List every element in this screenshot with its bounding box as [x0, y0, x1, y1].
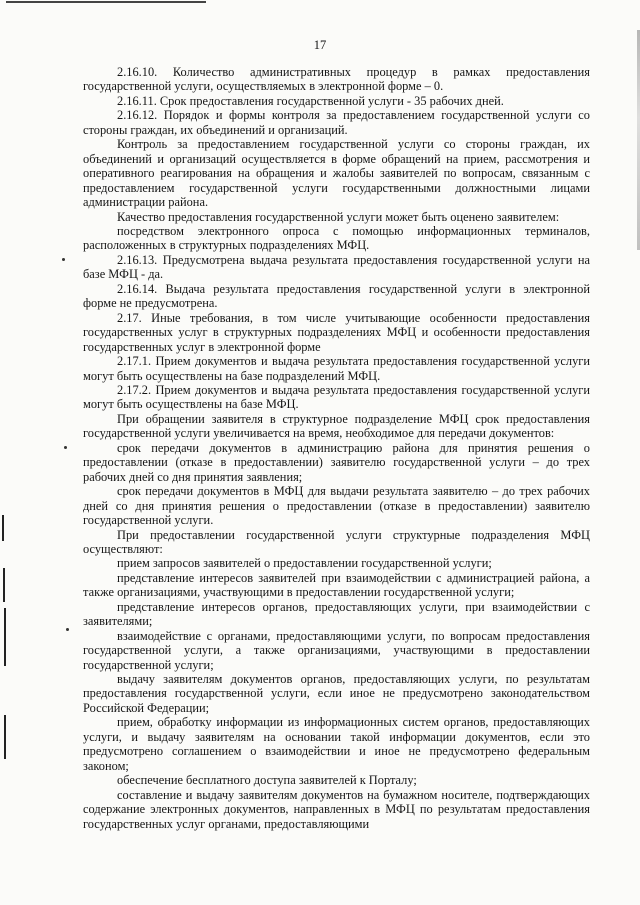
scan-speck: [62, 258, 65, 261]
document-body: [83, 65, 590, 831]
paragraph: 2.16.13. Предусмотрена выдача результата предоставления государственной услуги на базе МФЦ - да.: [83, 252, 590, 282]
paragraph: взаимодействие с органами, предоставляющими услуги, по вопросам предоставления государственной услуги, а также организациями, участвующими в предоставлении государственной услуги;: [83, 628, 590, 672]
paragraph: При предоставлении государственной услуги структурные подразделения МФЦ осуществляют:: [83, 527, 590, 556]
paragraph: При обращении заявителя в структурное подразделение МФЦ срок предоставления государственной услуги увеличивается на время, необходимое для передачи документов:: [83, 411, 590, 441]
paragraph: представление интересов органов, предоставляющих услуги, при взаимодействии с заявителями;: [83, 599, 590, 629]
scan-mark: [2, 515, 4, 541]
paragraph: прием запросов заявителей о предоставлении государственной услуги;: [117, 556, 492, 571]
paragraph: обеспечение бесплатного доступа заявителей к Порталу;: [117, 773, 417, 788]
paragraph: 2.16.10. Количество административных процедур в рамках предоставления государственной услуги, осуществляемых в электронной форме – 0.: [83, 65, 590, 94]
scan-speck: [64, 446, 67, 449]
paragraph: срок передачи документов в администрацию района для принятия решения о предоставлении (отказе в предоставлении) заявителю государственной услуги – до трех рабочих дней со дня принятия заявления;: [83, 440, 590, 484]
scan-speck: [66, 628, 69, 631]
paragraph: Контроль за предоставлением государственной услуги со стороны граждан, их объединений и организаций осуществляется в форме обращений на прием, рассмотрения и оперативного реагирования на обращения и жалобы заявителей по вопросам, связанным с предоставлением государственной услуги государственными должностными лицами администрации района.: [83, 137, 590, 210]
paragraph: представление интересов заявителей при взаимодействии с администрацией района, а также организациями, участвующими в предоставлении государственной услуги;: [83, 570, 590, 600]
paragraph: посредством электронного опроса с помощью информационных терминалов, расположенных в структурных подразделениях МФЦ.: [83, 223, 590, 253]
scan-mark: [4, 715, 6, 759]
paragraph: выдачу заявителям документов органов, предоставляющих услуги, по результатам предоставления государственной услуги, если иное не предусмотрено законодательством Российской Федерации;: [83, 672, 590, 715]
paragraph: составление и выдачу заявителям документов на бумажном носителе, подтверждающих содержание электронных документов, направленных в МФЦ по результатам предоставления государственных услуг органами, предоставляющими: [83, 787, 590, 831]
paragraph: прием, обработку информации из информационных систем органов, предоставляющих услуги, и выдачу заявителям на основании такой информации документов, если это предусмотрено соглашением о взаимодействии и иное не предусмотрено федеральным законом;: [83, 715, 590, 773]
paragraph: 2.17.2. Прием документов и выдача результата предоставления государственной услуги могут быть осуществлены на базе МФЦ.: [83, 382, 590, 412]
page-number: 17: [313, 38, 327, 52]
paragraph: срок передачи документов в МФЦ для выдачи результата заявителю – до трех рабочих дней со дня принятия решения о предоставлении (отказе в предоставлении) заявителю государственной услуги.: [83, 484, 590, 528]
paragraph: 2.16.14. Выдача результата предоставления государственной услуги в электронной форме не предусмотрена.: [83, 281, 590, 311]
paragraph: 2.16.12. Порядок и формы контроля за предоставлением государственной услуги со стороны граждан, их объединений и организаций.: [83, 108, 590, 137]
paragraph: 2.17. Иные требования, в том числе учитывающие особенности предоставления государственных услуг в структурных подразделениях МФЦ и особенности предоставления государственных услуг в электронной форме: [83, 310, 590, 354]
paragraph: 2.16.11. Срок предоставления государственной услуги - 35 рабочих дней.: [117, 93, 504, 108]
scan-mark: [4, 608, 6, 666]
paragraph: 2.17.1. Прием документов и выдача результата предоставления государственной услуги могут быть осуществлены на базе подразделений МФЦ.: [83, 354, 590, 383]
paragraph: Качество предоставления государственной услуги может быть оценено заявителем:: [117, 209, 560, 224]
scan-mark: [3, 568, 5, 602]
scan-edge-line: [6, 1, 206, 3]
